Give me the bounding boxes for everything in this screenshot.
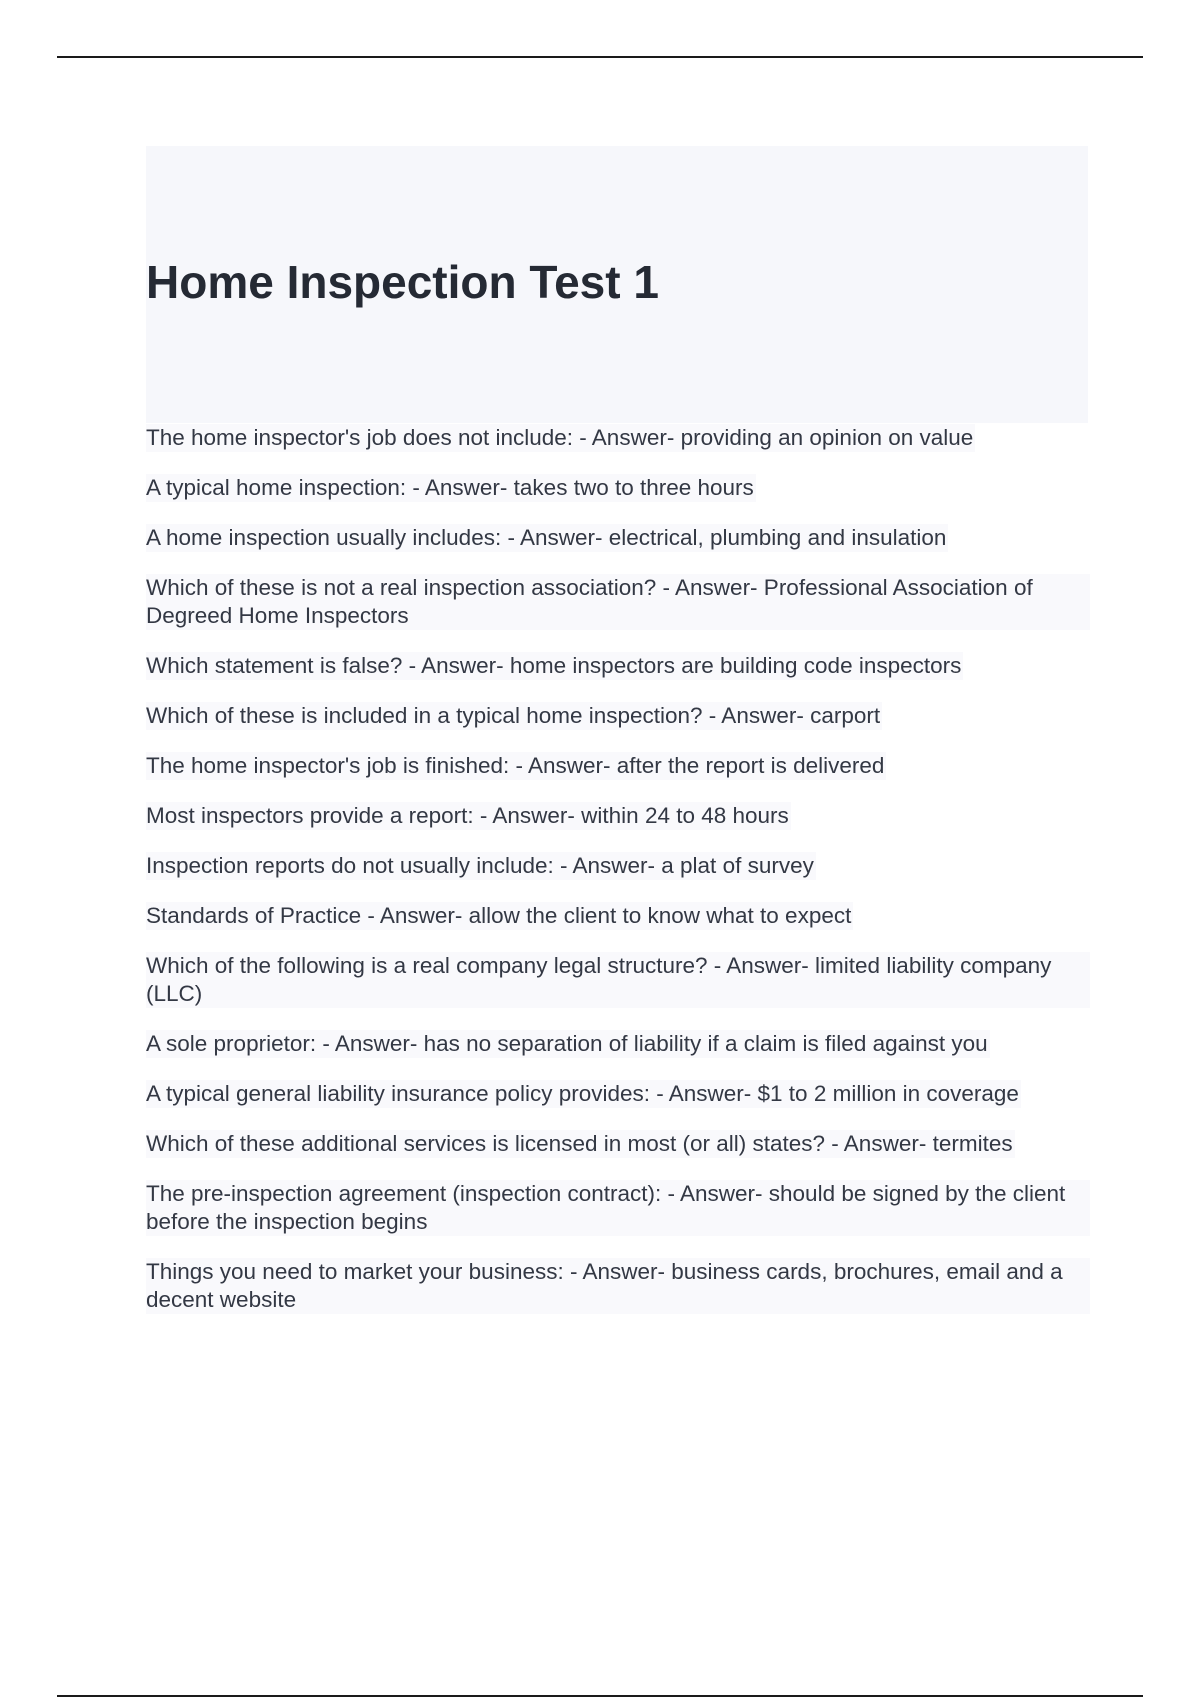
qa-item: A home inspection usually includes: - Answer- electrical, plumbing and insulation — [146, 525, 947, 550]
qa-item: Which statement is false? - Answer- home inspectors are building code inspectors — [146, 653, 962, 678]
qa-item: Which of these is not a real inspection association? - Answer- Professional Association of Degreed Home Inspectors — [146, 574, 1090, 630]
bottom-rule — [57, 1695, 1143, 1697]
qa-item: A typical home inspection: - Answer- takes two to three hours — [146, 475, 754, 500]
qa-item: A sole proprietor: - Answer- has no separation of liability if a claim is filed against you — [146, 1031, 988, 1056]
page-title: Home Inspection Test 1 — [146, 256, 659, 308]
qa-item: The home inspector's job does not include: - Answer- providing an opinion on value — [146, 425, 974, 450]
qa-item: Inspection reports do not usually include: - Answer- a plat of survey — [146, 853, 814, 878]
qa-item: Things you need to market your business: - Answer- business cards, brochures, email and a decent website — [146, 1258, 1090, 1314]
qa-item: A typical general liability insurance policy provides: - Answer- $1 to 2 million in coverage — [146, 1081, 1019, 1106]
qa-item: Which of these additional services is licensed in most (or all) states? - Answer- termites — [146, 1131, 1013, 1156]
qa-list — [146, 424, 1096, 1336]
title-block — [146, 146, 1088, 423]
qa-item: Most inspectors provide a report: - Answer- within 24 to 48 hours — [146, 803, 789, 828]
qa-item: Which of these is included in a typical home inspection? - Answer- carport — [146, 703, 881, 728]
qa-item: Standards of Practice - Answer- allow the client to know what to expect — [146, 903, 852, 928]
top-rule — [57, 56, 1143, 58]
qa-item: The pre-inspection agreement (inspection contract): - Answer- should be signed by the client before the inspection begins — [146, 1180, 1090, 1236]
qa-item: The home inspector's job is finished: - Answer- after the report is delivered — [146, 753, 885, 778]
qa-item: Which of the following is a real company legal structure? - Answer- limited liability company (LLC) — [146, 952, 1090, 1008]
